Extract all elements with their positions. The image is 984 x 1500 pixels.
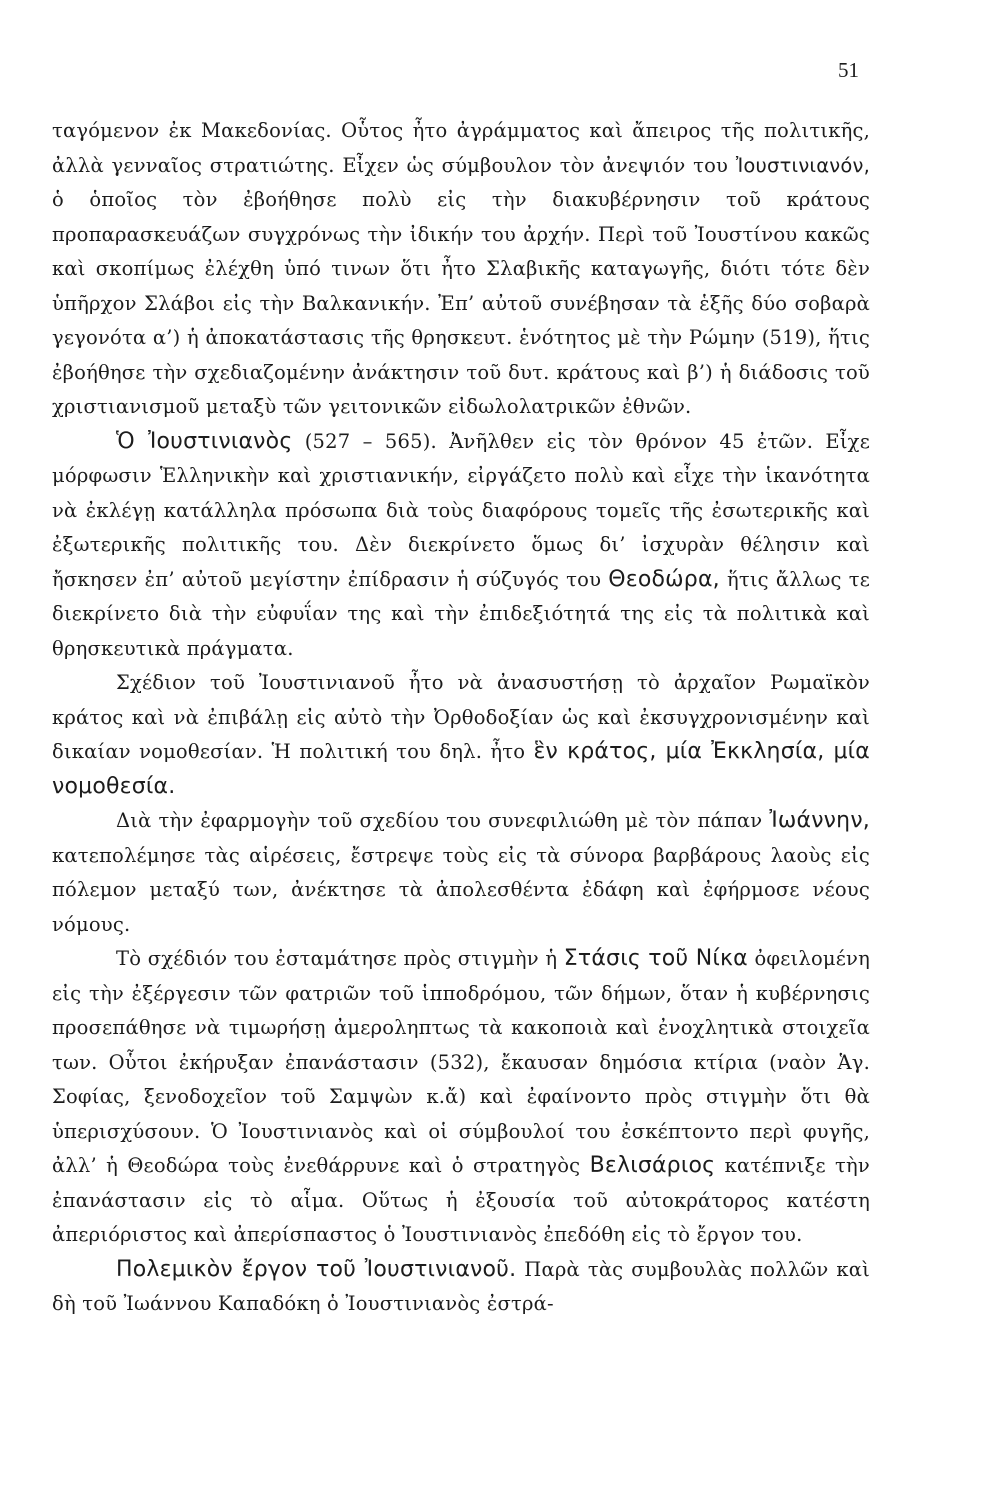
name-ioannis: Ἰωάννην, <box>769 808 870 833</box>
paragraph <box>52 1253 870 1322</box>
text-run: ἥτις ἄλλως τε διεκρίνετο διὰ τὴν εὐφυΐαν της καὶ τὴν ἐπιδεξιότητά της εἰς τὰ πολιτικὰ καὶ θρησκευτικὰ πράγματα. <box>52 567 871 660</box>
paragraph <box>52 804 870 942</box>
paragraph <box>52 942 870 1253</box>
text-run: ὁ ὁποῖος τὸν ἐβοήθησε πολὺ εἰς τὴν διακυβέρνησιν τοῦ κράτους προπαρασκευάζων συγχρόνως τὴν ἰδικήν του ἀρχήν. Περὶ τοῦ Ἰουστίνου κακῶς καὶ σκοπίμως ἐλέχθη ὑπό τινων ὅτι ἦτο Σλαβικῆς καταγωγῆς, διότι τότε δὲν ὑπῆρχον Σλάβοι εἰς τὴν Βαλκανικήν. Ἐπ’ αὐτοῦ συνέβησαν τὰ ἑξῆς δύο σοβαρὰ γεγονότα α’) ἡ ἀποκατάστασις τῆς θρησκευτ. ἑνότητος μὲ τὴν Ρώμην (519), ἥτις ἐβοήθησε τὴν σχεδιαζομένην ἀνάκτησιν τοῦ δυτ. κράτους καὶ β’) ἡ διάδοσις τοῦ χριστιανισμοῦ μεταξὺ τῶν γειτονικῶν εἰδωλολατρικῶν ἐθνῶν. <box>52 188 870 418</box>
text-run: Παρὰ τὰς συμβουλὰς πολλῶν καὶ δὴ τοῦ Ἰωάννου Καπαδόκη ὁ Ἰουστινιανὸς ἐστρά- <box>52 1257 870 1315</box>
text-run: ταγόμενον ἐκ Μακεδονίας. Οὗτος ἦτο ἀγράμματος καὶ ἄπειρος τῆς πολιτικῆς, ἀλλὰ γενναῖος στρατιώτης. Εἶχεν ὡς σύμβουλον τὸν ἀνεψιόν του <box>52 119 870 177</box>
paragraph <box>52 666 870 804</box>
name-theodora: Θεοδώρα, <box>608 566 720 592</box>
military-work-heading: Πολεμικὸν ἔργον τοῦ Ἰουστινιανοῦ. <box>116 1256 517 1282</box>
text-run: κατεπολέμησε τὰς αἱρέσεις, ἔστρεψε τοὺς εἰς τὰ σύνορα βαρβάρους λαοὺς εἰς πόλεμον μεταξύ των, ἀνέκτησε τὰ ἀπολεσθέντα ἐδάφη καὶ ἐφήρμοσε νέους νόμους. <box>52 843 870 936</box>
text-run: Τὸ σχέδιόν του ἐσταμάτησε πρὸς στιγμὴν ἡ <box>116 947 564 970</box>
text-run: ὀφειλομένη εἰς τὴν ἐξέργεσιν τῶν φατριῶν τοῦ ἱπποδρόμου, τῶν δήμων, ὅταν ἡ κυβέρνησις προσεπάθησε νὰ τιμωρήσῃ ἀμεροληπτως τὰ κακοποιὰ καὶ ἐνοχλητικὰ στοιχεῖα των. Οὗτοι ἐκήρυξαν ἐπανάστασιν (532), ἔκαυσαν δημόσια κτίρια (ναὸν Ἁγ. Σοφίας, ξενοδοχεῖον τοῦ Σαμψὼν κ.ἄ) καὶ ἐφαίνοντο πρὸς στιγμὴν ὅτι θὰ ὑπερισχύσουν. Ὁ Ἰουστινιανὸς καὶ οἱ σύμβουλοί του ἐσκέπτοντο περὶ φυγῆς, ἀλλ’ ἡ Θεοδώρα τοὺς ἐνεθάρρυνε καὶ ὁ στρατηγὸς <box>52 947 870 1177</box>
text-run: κατέπνιξε τὴν ἐπανάστασιν εἰς τὸ αἷμα. Οὕτως ἡ ἐξουσία τοῦ αὐτοκράτορος κατέστη ἀπεριόριστος καὶ ἀπερίσπαστος ὁ Ἰουστινιανὸς ἐπεδόθη εἰς τὸ ἔργον του. <box>52 1154 870 1246</box>
paragraph <box>52 425 870 667</box>
name-justinian: Ἰουστινιανόν, <box>735 153 870 177</box>
section-heading-justinian: Ὁ Ἰουστινιανὸς <box>116 428 293 454</box>
name-belisarius: Βελισάριος <box>589 1153 716 1178</box>
nika-riot-heading: Στάσις τοῦ Νίκα <box>563 946 748 971</box>
motto-phrase: ἓν κράτος, μία Ἐκκλησία, μία νομοθεσία. <box>52 739 870 799</box>
text-run: Σχέδιον τοῦ Ἰουστινιανοῦ ἦτο νὰ ἀνασυστήσῃ τὸ ἀρχαῖον Ρωμαϊκὸν κράτος καὶ νὰ ἐπιβάλῃ εἰς αὐτὸ τὴν Ὀρθοδοξίαν ὡς καὶ ἐκσυγχρονισμένην καὶ δικαίαν νομοθεσίαν. Ἡ πολιτική του δηλ. ἦτο <box>52 671 870 763</box>
page-number: 51 <box>838 58 859 82</box>
text-run: Διὰ τὴν ἐφαρμογὴν τοῦ σχεδίου του συνεφιλιώθη μὲ τὸν πάπαν <box>116 809 770 832</box>
paragraph <box>52 114 870 425</box>
body-text <box>52 114 870 1322</box>
text-run: (527 – 565). Ἀνῆλθεν εἰς τὸν θρόνον 45 ἐτῶν. Εἶχε μόρφωσιν Ἑλληνικὴν καὶ χριστιανικήν, εἰργάζετο πολὺ καὶ εἶχε τὴν ἱκανότητα νὰ ἐκλέγῃ κατάλληλα πρόσωπα διὰ τοὺς διαφόρους τομεῖς τῆς ἐσωτερικῆς καὶ ἐξωτερικῆς πολιτικῆς του. Δὲν διεκρίνετο ὅμως δι’ ἰσχυρὰν θέλησιν καὶ ἤσκησεν ἐπ’ αὐτοῦ μεγίστην ἐπίδρασιν ἡ σύζυγός του <box>52 429 870 591</box>
